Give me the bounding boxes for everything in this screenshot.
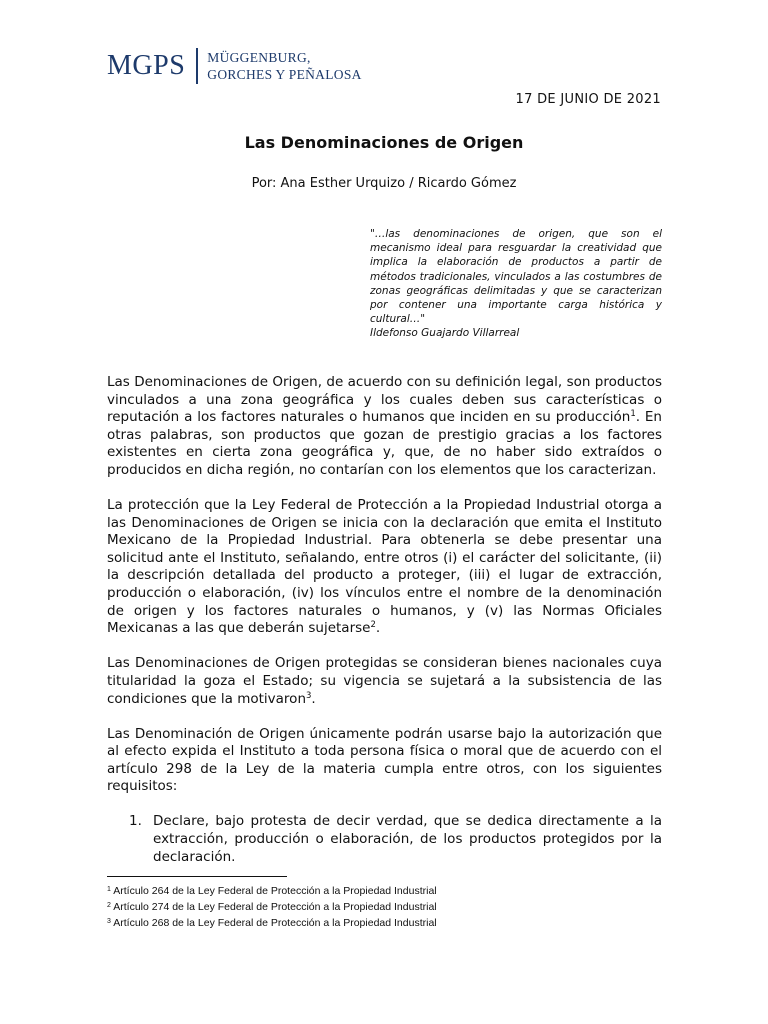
firm-name-line-1: MÜGGENBURG, xyxy=(207,50,311,65)
paragraph-text: . En otras palabras, son productos que gozan de prestigio gracias a los factores existentes en cierta zona geográfica y, que, de no haber sido extraídos o producidos en dicha región, no contarían con los elementos que los caracterizan. xyxy=(107,409,662,478)
quote-text: "…las denominaciones de origen, que son el mecanismo ideal para resguardar la creatividad que implica la elaboración de productos a partir de métodos tradicionales, vinculados a las costumbres de zonas geográficas delimitadas y que se caracterizan por contener una importante carga histórica y cultural…" xyxy=(370,228,662,326)
logo-divider xyxy=(196,48,198,84)
logo-mark: MGPS xyxy=(107,50,186,81)
document-body xyxy=(107,374,662,866)
footnote-mark: 2 xyxy=(107,902,111,909)
footnote-ref: 3 xyxy=(306,690,312,701)
document-date: 17 DE JUNIO DE 2021 xyxy=(515,92,661,107)
paragraph-text: La protección que la Ley Federal de Protección a la Propiedad Industrial otorga a las Denominaciones de Origen se inicia con la declaración que emita el Instituto Mexicano de la Propiedad Industrial. Para obtenerla se debe presentar una solicitud ante el Instituto, señalando, entre otros (i) el carácter del solicitante, (ii) la descripción detallada del producto a proteger, (iii) el lugar de extracción, producción o elaboración, (iv) los vínculos entre el nombre de la denominación de origen y los factores naturales o humanos, y (v) las Normas Oficiales Mexicanas a las que deberán sujetarse xyxy=(107,497,662,637)
requirements-list xyxy=(107,813,662,866)
footnote-text: Artículo 264 de la Ley Federal de Protección a la Propiedad Industrial xyxy=(113,885,437,897)
footnote-mark: 1 xyxy=(107,886,111,893)
firm-name xyxy=(207,49,361,83)
list-item-text: Declare, bajo protesta de decir verdad, que se dedica directamente a la extracción, producción o elaboración, de los productos protegidos por la declaración. xyxy=(153,813,662,865)
paragraph-text: . xyxy=(311,690,316,707)
paragraph-text: . xyxy=(375,620,381,637)
paragraph xyxy=(107,497,662,638)
paragraph xyxy=(107,374,662,480)
paragraph xyxy=(107,726,662,796)
footnote-ref: 1 xyxy=(630,409,636,420)
quote-author: Ildefonso Guajardo Villarreal xyxy=(370,327,520,340)
firm-name-line-2: GORCHES Y PEÑALOSA xyxy=(207,67,362,82)
footnote-ref: 2 xyxy=(370,620,376,631)
epigraph-quote xyxy=(370,227,662,341)
firm-logo xyxy=(107,48,362,84)
paragraph xyxy=(107,655,662,708)
paragraph-text: Las Denominación de Origen únicamente podrán usarse bajo la autorización que al efecto expida el Instituto a toda persona física o moral que de acuerdo con el artículo 298 de la Ley de la materia cumpla entre otros, con los siguientes requisitos: xyxy=(107,725,662,795)
footnote-mark: 3 xyxy=(107,918,111,925)
document-authors: Por: Ana Esther Urquizo / Ricardo Gómez xyxy=(251,176,517,191)
footnote-separator xyxy=(107,876,287,877)
footnote xyxy=(107,915,437,931)
footnote xyxy=(107,899,437,915)
footnote-text: Artículo 274 de la Ley Federal de Protección a la Propiedad Industrial xyxy=(113,901,437,913)
paragraph-text: Las Denominaciones de Origen protegidas se consideran bienes nacionales cuya titularidad la goza el Estado; su vigencia se sujetará a la subsistencia de las condiciones que la motivaron xyxy=(107,655,662,707)
footnote-text: Artículo 268 de la Ley Federal de Protección a la Propiedad Industrial xyxy=(113,917,437,929)
list-item-number: 1. xyxy=(129,813,142,830)
paragraph-text: Las Denominaciones de Origen, de acuerdo con su definición legal, son productos vinculados a una zona geográfica y los cuales deben sus características o reputación a los factores naturales o humanos que inciden en su producción xyxy=(107,374,662,426)
footnotes xyxy=(107,883,437,931)
document-title: Las Denominaciones de Origen xyxy=(244,133,524,152)
list-item xyxy=(107,813,662,866)
footnote xyxy=(107,883,437,899)
